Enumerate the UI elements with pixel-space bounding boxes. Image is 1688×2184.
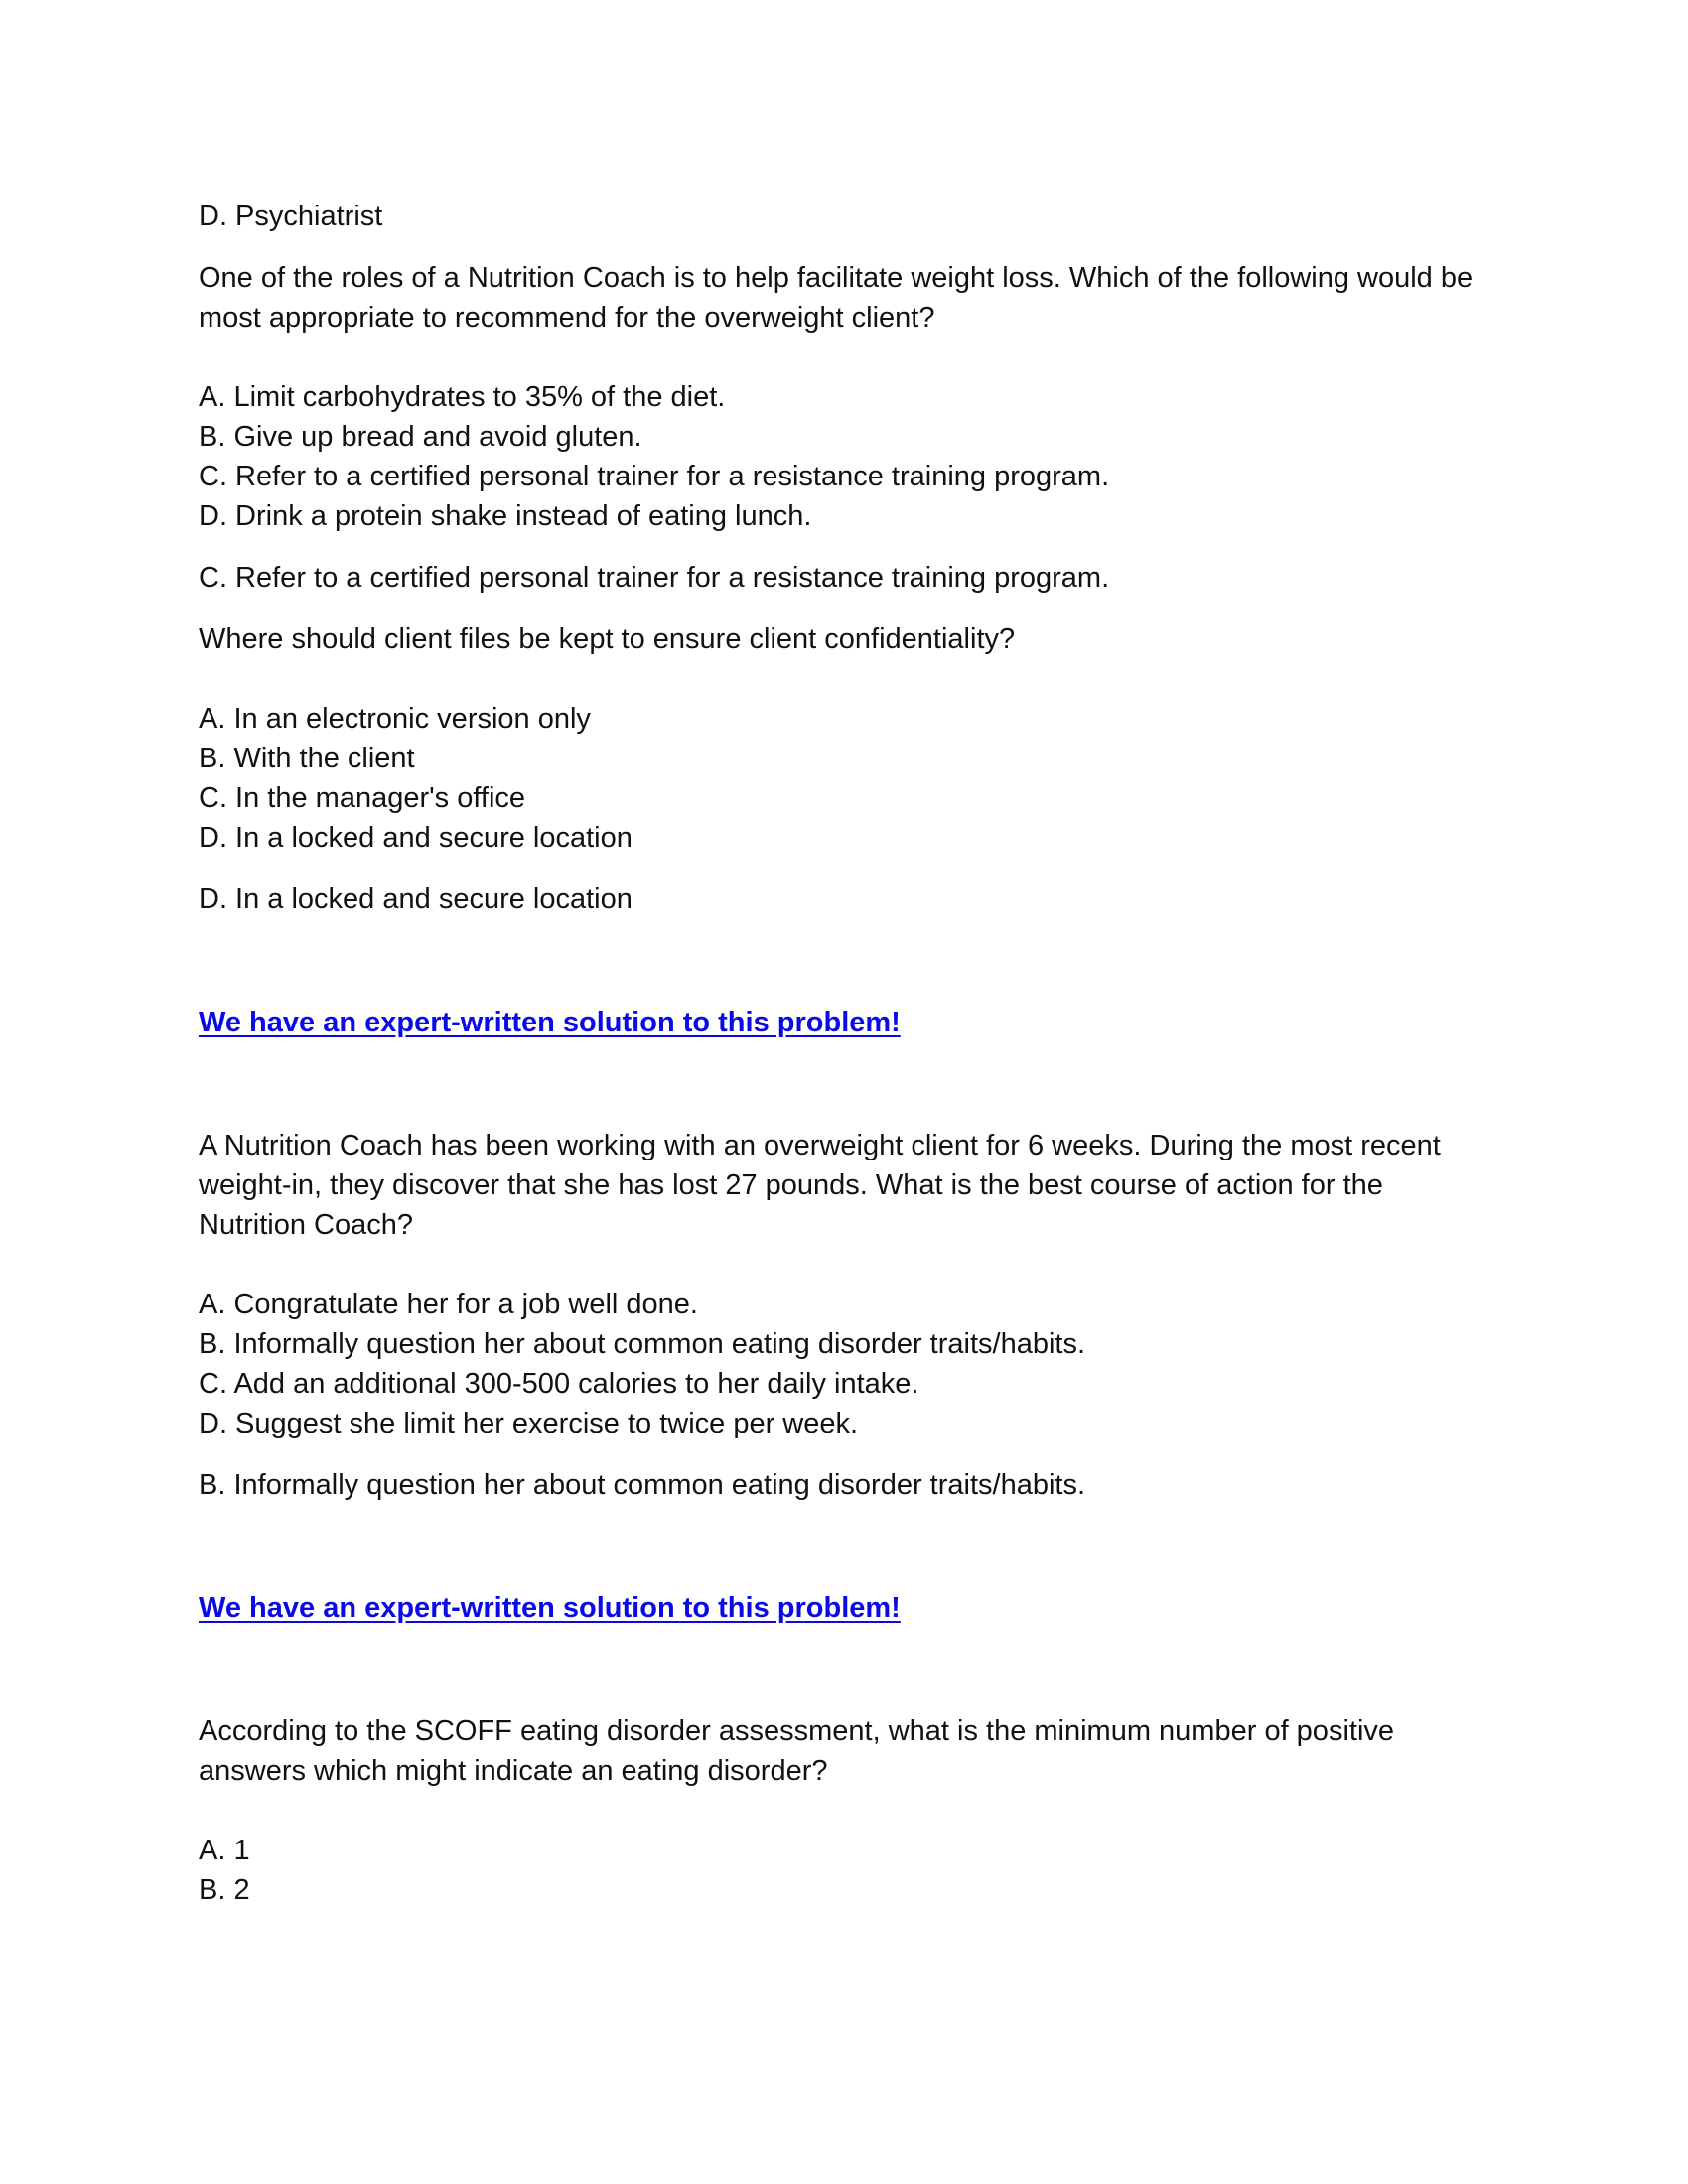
question-prompt: Where should client files be kept to ensure client confidentiality? bbox=[199, 623, 1016, 655]
option-b: B. Give up bread and avoid gluten. bbox=[199, 421, 642, 453]
option-d: D. Drink a protein shake instead of eating lunch. bbox=[199, 500, 812, 532]
expert-solution-link[interactable]: We have an expert-written solution to this problem! bbox=[199, 1592, 901, 1624]
option-list bbox=[199, 1831, 1489, 1910]
option-list bbox=[199, 1285, 1489, 1443]
question-block bbox=[199, 619, 1489, 919]
option-a: A. 1 bbox=[199, 1835, 250, 1866]
question-block bbox=[199, 1126, 1489, 1505]
question-prompt: A Nutrition Coach has been working with an overweight client for 6 weeks. During the most recent weight-in, they discover that she has lost 27 pounds. What is the best course of action for the Nutrition Coach? bbox=[199, 1130, 1441, 1241]
question-block bbox=[199, 258, 1489, 598]
option-a: A. Limit carbohydrates to 35% of the diet. bbox=[199, 381, 726, 413]
option-a: A. In an electronic version only bbox=[199, 703, 591, 735]
option-c: C. Add an additional 300-500 calories to her daily intake. bbox=[199, 1368, 919, 1400]
continuation-option: D. Psychiatrist bbox=[199, 201, 383, 232]
question-block bbox=[199, 1711, 1489, 1910]
document-page bbox=[199, 197, 1489, 1910]
answer: D. In a locked and secure location bbox=[199, 884, 633, 915]
option-d: D. In a locked and secure location bbox=[199, 822, 633, 854]
option-c: C. In the manager's office bbox=[199, 782, 526, 814]
answer: C. Refer to a certified personal trainer for a resistance training program. bbox=[199, 562, 1110, 594]
option-list bbox=[199, 699, 1489, 858]
expert-solution-link[interactable]: We have an expert-written solution to this problem! bbox=[199, 1007, 901, 1038]
option-a: A. Congratulate her for a job well done. bbox=[199, 1289, 698, 1320]
option-d: D. Suggest she limit her exercise to twice per week. bbox=[199, 1408, 859, 1439]
option-list bbox=[199, 377, 1489, 536]
answer: B. Informally question her about common eating disorder traits/habits. bbox=[199, 1469, 1086, 1501]
question-prompt: According to the SCOFF eating disorder assessment, what is the minimum number of positive answers which might indicate an eating disorder? bbox=[199, 1715, 1395, 1787]
option-b: B. Informally question her about common eating disorder traits/habits. bbox=[199, 1328, 1086, 1360]
option-b: B. 2 bbox=[199, 1874, 250, 1906]
option-b: B. With the client bbox=[199, 743, 415, 774]
option-c: C. Refer to a certified personal trainer for a resistance training program. bbox=[199, 461, 1110, 492]
question-prompt: One of the roles of a Nutrition Coach is to help facilitate weight loss. Which of the following would be most appropriate to recommend for the overweight client? bbox=[199, 262, 1474, 334]
